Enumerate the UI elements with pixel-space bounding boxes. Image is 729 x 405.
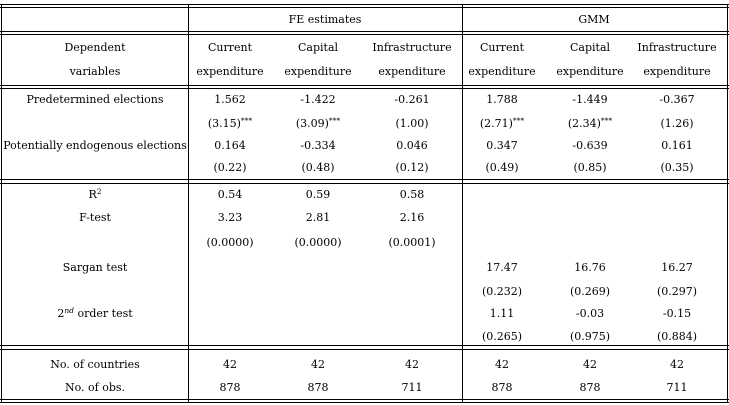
sargan-1: 17.47 [486, 261, 518, 274]
col-header-gmm-current-2: expenditure [468, 65, 536, 78]
rule-sec1-2 [0, 183, 729, 184]
row-label-order-test: 2nd order test [57, 306, 133, 320]
obs-4: 878 [491, 381, 513, 394]
row-label-countries: No. of countries [50, 358, 140, 371]
sargan-p-1: (0.232) [481, 285, 523, 298]
col-header-fe-capital-2: expenditure [284, 65, 352, 78]
group-header-fe: FE estimates [288, 13, 362, 26]
group-header-gmm: GMM [578, 13, 610, 26]
col-header-gmm-infra: Infrastructure [637, 41, 717, 54]
tstat-endogenous-4: (0.49) [485, 161, 519, 174]
ftest-1: 3.23 [217, 211, 243, 224]
rule-group [0, 31, 729, 32]
rule-sec1 [0, 179, 729, 180]
significance-stars: *** [240, 116, 253, 125]
coef-predetermined-4: 1.788 [486, 93, 518, 106]
coef-predetermined-1: 1.562 [214, 93, 246, 106]
order-1: 1.11 [489, 307, 515, 320]
rule-top [0, 4, 729, 5]
coef-endogenous-4: 0.347 [486, 139, 518, 152]
significance-stars: *** [328, 116, 341, 125]
rule-bottom-2 [0, 402, 729, 403]
row-label-predetermined: Predetermined elections [26, 93, 164, 106]
col-header-fe-capital: Capital [297, 41, 339, 54]
vrule-label [188, 4, 189, 403]
order-3: -0.15 [662, 307, 692, 320]
rule-bottom [0, 399, 729, 400]
order-p-3: (0.884) [656, 330, 698, 343]
countries-3: 42 [405, 358, 419, 371]
order-2: -0.03 [575, 307, 605, 320]
rule-sec2 [0, 345, 729, 346]
countries-5: 42 [583, 358, 597, 371]
rule-header-2 [0, 88, 729, 89]
coef-predetermined-3: -0.261 [394, 93, 430, 106]
row-label-r2: $R^2$ [88, 187, 102, 201]
coef-endogenous-6: 0.161 [661, 139, 693, 152]
col-header-fe-infra: Infrastructure [372, 41, 452, 54]
sargan-3: 16.27 [661, 261, 693, 274]
rule-sec2-2 [0, 349, 729, 350]
sargan-p-3: (0.297) [656, 285, 698, 298]
coef-predetermined-6: -0.367 [659, 93, 695, 106]
col-header-fe-current: Current [207, 41, 253, 54]
obs-6: 711 [666, 381, 688, 394]
tstat-endogenous-3: (0.12) [395, 161, 429, 174]
coef-endogenous-5: -0.639 [572, 139, 608, 152]
coef-endogenous-2: -0.334 [300, 139, 336, 152]
tstat-endogenous-2: (0.48) [301, 161, 335, 174]
col-header-fe-current-2: expenditure [196, 65, 264, 78]
r2-3: 0.58 [399, 188, 425, 201]
tstat-endogenous-1: (0.22) [213, 161, 247, 174]
ftest-3: 2.16 [399, 211, 425, 224]
tstat-predetermined-4: (2.71)*** [479, 116, 525, 130]
rule-header [0, 85, 729, 86]
countries-1: 42 [223, 358, 237, 371]
row-label-sargan: Sargan test [62, 261, 128, 274]
order-p-2: (0.975) [569, 330, 611, 343]
ftest-p-2: (0.0000) [294, 236, 342, 249]
coef-predetermined-2: -1.422 [300, 93, 336, 106]
row-label-ftest: F-test [79, 211, 111, 224]
rule-top-2 [0, 7, 729, 8]
tstat-predetermined-5: (2.34)*** [567, 116, 613, 130]
obs-3: 711 [401, 381, 423, 394]
ftest-p-1: (0.0000) [206, 236, 254, 249]
tstat-predetermined-6: (1.26) [660, 117, 694, 130]
coef-predetermined-5: -1.449 [572, 93, 608, 106]
countries-4: 42 [495, 358, 509, 371]
ftest-2: 2.81 [305, 211, 331, 224]
vrule-left [1, 4, 2, 403]
col-header-gmm-infra-2: expenditure [643, 65, 711, 78]
coef-endogenous-3: 0.046 [396, 139, 428, 152]
countries-2: 42 [311, 358, 325, 371]
tstat-endogenous-5: (0.85) [573, 161, 607, 174]
countries-6: 42 [670, 358, 684, 371]
ftest-p-3: (0.0001) [388, 236, 436, 249]
tstat-predetermined-3: (1.00) [395, 117, 429, 130]
col-header-gmm-capital-2: expenditure [556, 65, 624, 78]
significance-stars: *** [600, 116, 613, 125]
col-header-gmm-current: Current [479, 41, 525, 54]
variables-label: variables [69, 65, 121, 78]
tstat-endogenous-6: (0.35) [660, 161, 694, 174]
row-label-endogenous: Potentially endogenous elections [3, 139, 187, 152]
dependent-label: Dependent [64, 41, 126, 54]
row-label-obs: No. of obs. [64, 381, 126, 394]
obs-1: 878 [219, 381, 241, 394]
r2-1: 0.54 [217, 188, 243, 201]
vrule-right [727, 4, 728, 403]
rule-group-2 [0, 34, 729, 35]
coef-endogenous-1: 0.164 [214, 139, 246, 152]
tstat-predetermined-1: (3.15)*** [207, 116, 253, 130]
obs-5: 878 [579, 381, 601, 394]
tstat-predetermined-2: (3.09)*** [295, 116, 341, 130]
col-header-gmm-capital: Capital [569, 41, 611, 54]
r2-2: 0.59 [305, 188, 331, 201]
vrule-groups [462, 4, 463, 403]
order-p-1: (0.265) [481, 330, 523, 343]
col-header-fe-infra-2: expenditure [378, 65, 446, 78]
sargan-p-2: (0.269) [569, 285, 611, 298]
obs-2: 878 [307, 381, 329, 394]
significance-stars: *** [512, 116, 525, 125]
sargan-2: 16.76 [574, 261, 606, 274]
